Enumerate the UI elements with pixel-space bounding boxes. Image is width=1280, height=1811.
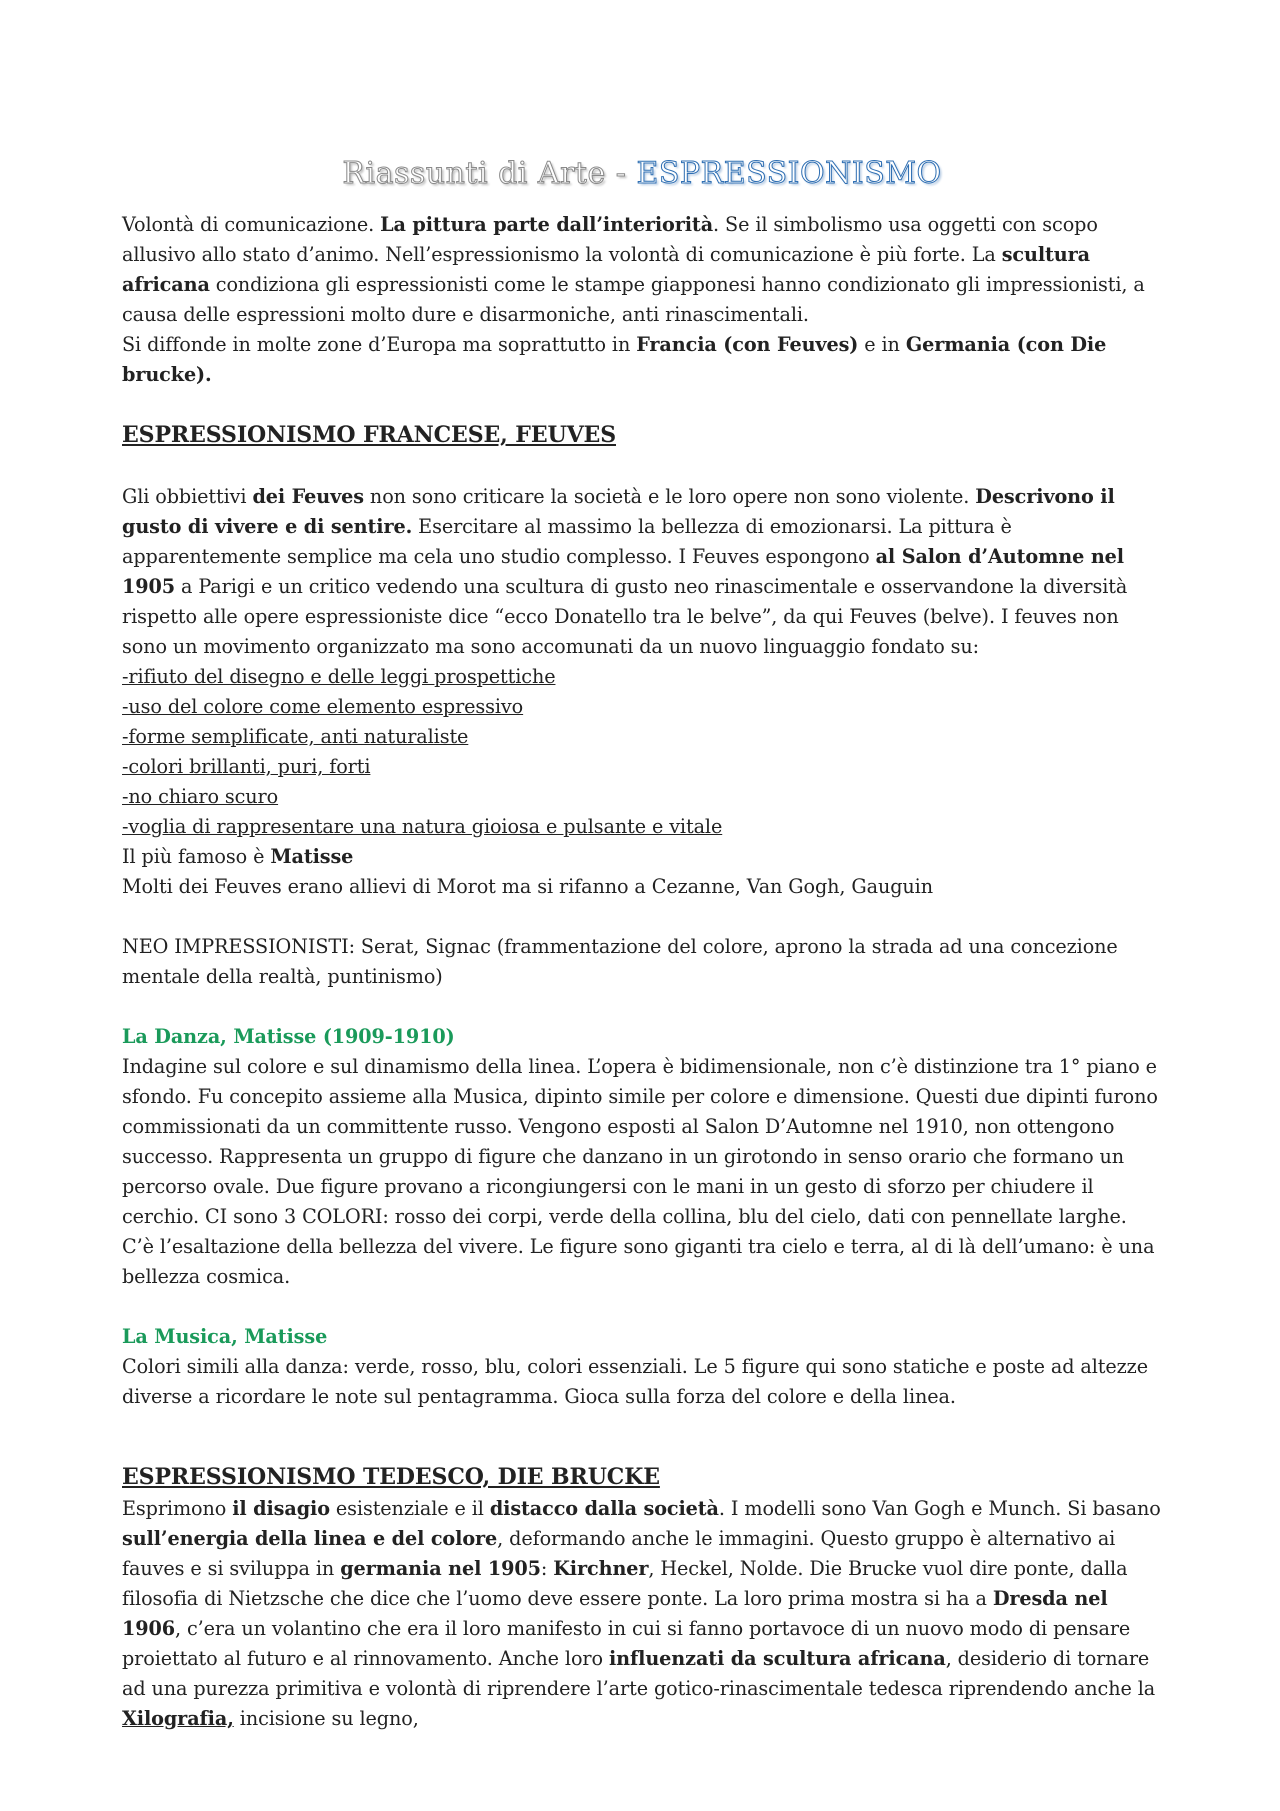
- title-prefix: Riassunti di Arte -: [342, 156, 627, 191]
- intro-emphasis-african-sculpture: scultura africana: [122, 243, 1090, 296]
- neo-impressionists-paragraph: NEO IMPRESSIONISTI: Serat, Signac (frammentazione del colore, aprono la strada ad una concezione mentale della realtà, puntinismo): [122, 935, 1118, 988]
- feuves-paragraph: Gli obbiettivi dei Feuves non sono criticare la società e le loro opere non sono violente. Descrivono il gusto di vivere e di sentire. Esercitare al massimo la bellezza di emozionarsi. La pittura è apparentemente semplice ma cela uno studio complesso. I Feuves espongono al Salon d’Automne nel 1905 a Parigi e un critico vedendo una scultura di gusto neo rinascimentale e osservandone la diversità rispetto alle opere espressioniste dice “ecco Donatello tra le belve”, da qui Feuves (belve). I feuves non sono un movimento organizzato ma sono accomunati da un nuovo linguaggio fondato su:: [122, 485, 1128, 658]
- danza-paragraph: Indagine sul colore e sul dinamismo della linea. L’opera è bidimensionale, non c’è distinzione tra 1° piano e sfondo. Fu concepito assieme alla Musica, dipinto simile per colore e dimensione. Questi due dipinti furono commissionati da un committente russo. Vengono esposti al Salon D’Automne nel 1910, non ottengono successo. Rappresenta un gruppo di figure che danzano in un girotondo in senso orario che formano un percorso ovale. Due figure provano a ricongiungersi con le mani in un gesto di sforzo per chiudere il cerchio. CI sono 3 COLORI: rosso dei corpi, verde della collina, blu del cielo, dati con pennellate larghe. C’è l’esaltazione della bellezza del vivere. Le figure sono giganti tra cielo e terra, al di là dell’umano: è una bellezza cosmica.: [122, 1055, 1158, 1288]
- page-title: [122, 152, 1162, 196]
- list-item: -uso del colore come elemento espressivo: [122, 695, 524, 718]
- danza-heading: La Danza, Matisse (1909-1910): [122, 1025, 455, 1048]
- list-item: -rifiuto del disegno e delle leggi prospettiche: [122, 665, 556, 688]
- students-line: Molti dei Feuves erano allievi di Morot ma si rifanno a Cezanne, Van Gogh, Gauguin: [122, 875, 933, 898]
- title-topic: ESPRESSIONISMO: [636, 156, 942, 191]
- intro-emphasis-interiority: La pittura parte dall’interiorità: [380, 213, 714, 236]
- section-heading-french: ESPRESSIONISMO FRANCESE, FEUVES: [122, 422, 616, 448]
- document-content: [122, 152, 1162, 1734]
- intro-emphasis-germany: Germania (con Die brucke).: [122, 333, 1107, 386]
- xilografia-term: Xilografia,: [122, 1707, 234, 1730]
- musica-heading: La Musica, Matisse: [122, 1325, 328, 1348]
- list-item: -no chiaro scuro: [122, 785, 279, 808]
- intro-emphasis-france: Francia (con Feuves): [636, 333, 859, 356]
- brucke-paragraph: Esprimono il disagio esistenziale e il distacco dalla società. I modelli sono Van Gogh e Munch. Si basano sull’energia della linea e del colore, deformando anche le immagini. Questo gruppo è alternativo ai fauves e si sviluppa in germania nel 1905: Kirchner, Heckel, Nolde. Die Brucke vuol dire ponte, dalla filosofia di Nietzsche che dice che l’uomo deve essere ponte. La loro prima mostra si ha a Dresda nel 1906, c’era un volantino che era il loro manifesto in cui si fanno portavoce di un nuovo modo di pensare proiettato al futuro e al rinnovamento. Anche loro influenzati da scultura africana, desiderio di tornare ad una purezza primitiva e volontà di riprendere l’arte gotico-rinascimentale tedesca riprendendo anche la Xilografia, incisione su legno,: [122, 1497, 1161, 1730]
- intro-diffusion: Si diffonde in molte zone d’Europa ma soprattutto in Francia (con Feuves) e in Germania (con Die brucke).: [122, 333, 1107, 386]
- famous-line: Il più famoso è Matisse: [122, 845, 354, 868]
- intro-paragraph: Volontà di comunicazione. La pittura parte dall’interiorità. Se il simbolismo usa oggetti con scopo allusivo allo stato d’animo. Nell’espressionismo la volontà di comunicazione è più forte. La scultura africana condiziona gli espressionisti come le stampe giapponesi hanno condizionato gli impressionisti, a causa delle espressioni molto dure e disarmoniche, anti rinascimentali.: [122, 213, 1145, 326]
- list-item: -forme semplificate, anti naturaliste: [122, 725, 469, 748]
- list-item: -colori brillanti, puri, forti: [122, 755, 371, 778]
- musica-paragraph: Colori simili alla danza: verde, rosso, blu, colori essenziali. Le 5 figure qui sono statiche e poste ad altezze diverse a ricordare le note sul pentagramma. Gioca sulla forza del colore e della linea.: [122, 1355, 1148, 1408]
- list-item: -voglia di rappresentare una natura gioiosa e pulsante e vitale: [122, 815, 723, 838]
- section-heading-german: ESPRESSIONISMO TEDESCO, DIE BRUCKE: [122, 1464, 660, 1490]
